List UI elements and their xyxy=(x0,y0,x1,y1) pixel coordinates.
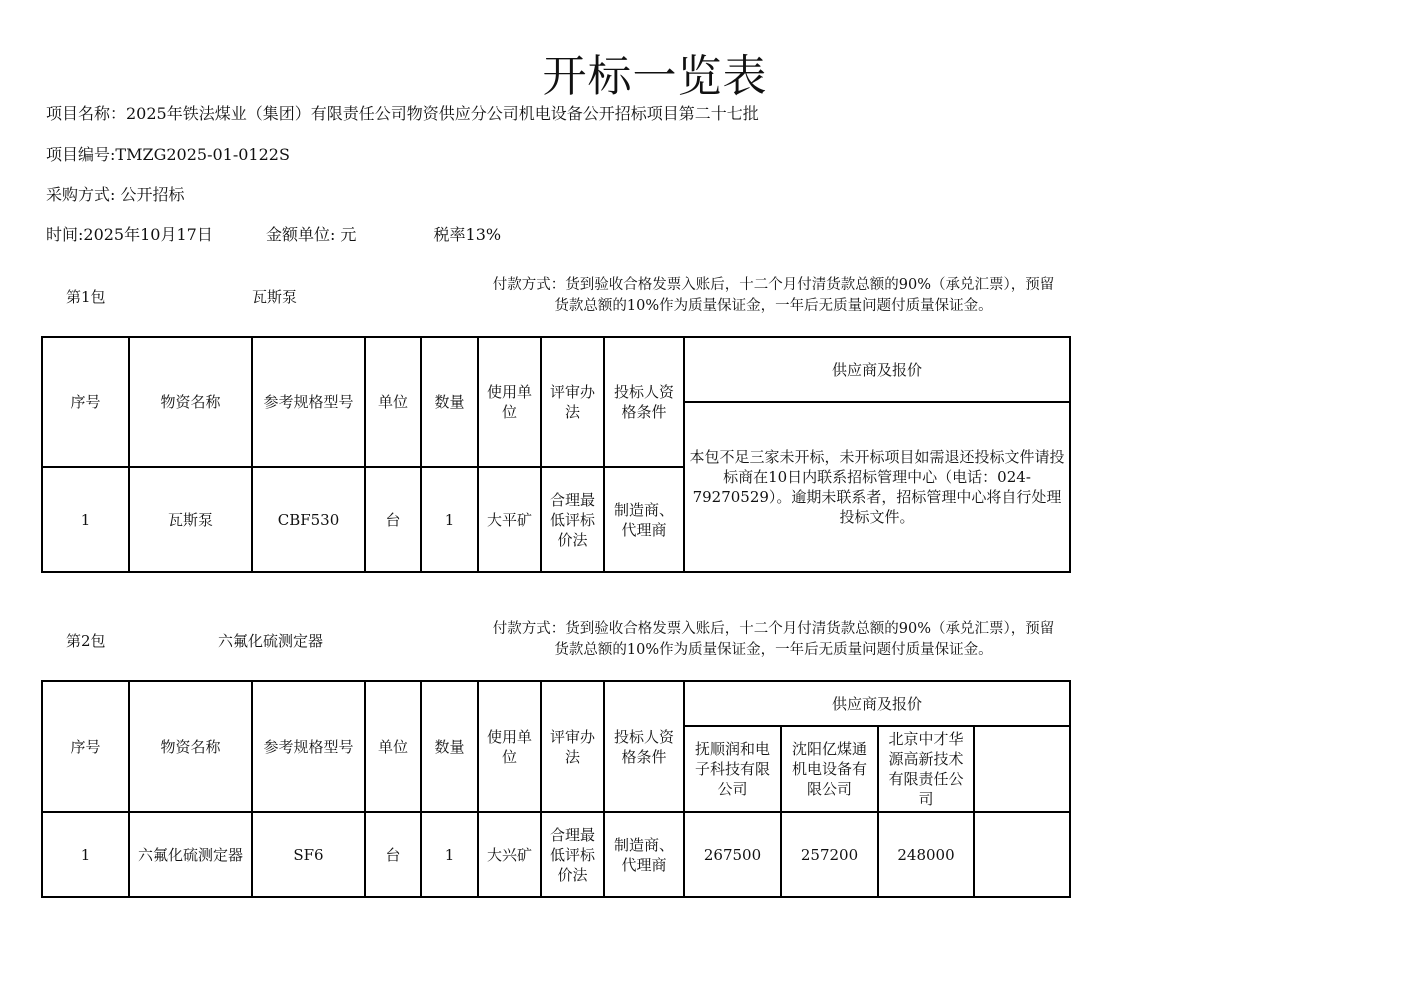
package-1-payment-terms: 付款方式：货到验收合格发票入账后，十二个月付清货款总额的90%（承兑汇票），预留货款总额的10%作为质量保证金，一年后无质量问题付质量保证金。 xyxy=(492,277,1055,314)
row-review-method: 合理最低评标价法 xyxy=(541,467,604,572)
header-qualification: 投标人资格条件 xyxy=(604,337,684,467)
row-user-unit: 大平矿 xyxy=(478,467,541,572)
package-2-table xyxy=(41,680,1071,898)
header-seq: 序号 xyxy=(42,681,129,812)
header-supplier-quotes: 供应商及报价 xyxy=(684,681,1070,726)
meta-line xyxy=(46,222,501,245)
row-spec: SF6 xyxy=(252,812,365,897)
supplier-name-3: 北京中才华源高新技术有限责任公司 xyxy=(878,726,974,812)
row-review-method: 合理最低评标价法 xyxy=(541,812,604,897)
row-qualification: 制造商、代理商 xyxy=(604,467,684,572)
header-material-name: 物资名称 xyxy=(129,681,252,812)
procurement-method: 采购方式: 公开招标 xyxy=(46,185,185,204)
header-spec: 参考规格型号 xyxy=(252,681,365,812)
package-1-table xyxy=(41,336,1071,573)
supplier-name-2: 沈阳亿煤通机电设备有限公司 xyxy=(781,726,878,812)
bid-date: 时间:2025年10月17日 xyxy=(46,225,213,244)
tax-rate: 税率13% xyxy=(433,225,502,244)
header-quantity: 数量 xyxy=(421,681,478,812)
supplier-price-3: 248000 xyxy=(878,812,974,897)
row-material-name: 瓦斯泵 xyxy=(129,467,252,572)
header-unit: 单位 xyxy=(365,681,421,812)
row-spec: CBF530 xyxy=(252,467,365,572)
package-1-number: 第1包 xyxy=(66,288,106,306)
table-row xyxy=(42,812,1070,897)
header-supplier-quotes: 供应商及报价 xyxy=(684,337,1070,402)
row-user-unit: 大兴矿 xyxy=(478,812,541,897)
supplier-name-1: 抚顺润和电子科技有限公司 xyxy=(684,726,781,812)
header-review-method: 评审办法 xyxy=(541,337,604,467)
supplier-price-4 xyxy=(974,812,1070,897)
header-quantity: 数量 xyxy=(421,337,478,467)
row-quantity: 1 xyxy=(421,467,478,572)
row-unit: 台 xyxy=(365,467,421,572)
document-title: 开标一览表 xyxy=(542,51,768,102)
header-review-method: 评审办法 xyxy=(541,681,604,812)
currency-unit: 金额单位: 元 xyxy=(265,225,357,244)
row-seq: 1 xyxy=(42,812,129,897)
package-2-name: 六氟化硫测定器 xyxy=(218,632,324,650)
row-qualification: 制造商、代理商 xyxy=(604,812,684,897)
project-name: 项目名称：2025年铁法煤业（集团）有限责任公司物资供应分公司机电设备公开招标项目第二十七批 xyxy=(46,104,759,123)
package-2-payment-terms: 付款方式：货到验收合格发票入账后，十二个月付清货款总额的90%（承兑汇票），预留货款总额的10%作为质量保证金，一年后无质量问题付质量保证金。 xyxy=(492,621,1055,658)
not-opened-notice: 本包不足三家未开标，未开标项目如需退还投标文件请投标商在10日内联系招标管理中心（电话：024-79270529）。逾期未联系者，招标管理中心将自行处理投标文件。 xyxy=(684,402,1070,572)
project-number: 项目编号:TMZG2025-01-0122S xyxy=(46,145,290,164)
supplier-price-1: 267500 xyxy=(684,812,781,897)
package-1-name: 瓦斯泵 xyxy=(252,288,298,306)
header-material-name: 物资名称 xyxy=(129,337,252,467)
header-user-unit: 使用单位 xyxy=(478,681,541,812)
package-2-number: 第2包 xyxy=(66,632,106,650)
header-unit: 单位 xyxy=(365,337,421,467)
header-seq: 序号 xyxy=(42,337,129,467)
supplier-price-2: 257200 xyxy=(781,812,878,897)
supplier-name-4 xyxy=(974,726,1070,812)
header-user-unit: 使用单位 xyxy=(478,337,541,467)
row-quantity: 1 xyxy=(421,812,478,897)
row-seq: 1 xyxy=(42,467,129,572)
row-material-name: 六氟化硫测定器 xyxy=(129,812,252,897)
header-qualification: 投标人资格条件 xyxy=(604,681,684,812)
row-unit: 台 xyxy=(365,812,421,897)
header-spec: 参考规格型号 xyxy=(252,337,365,467)
